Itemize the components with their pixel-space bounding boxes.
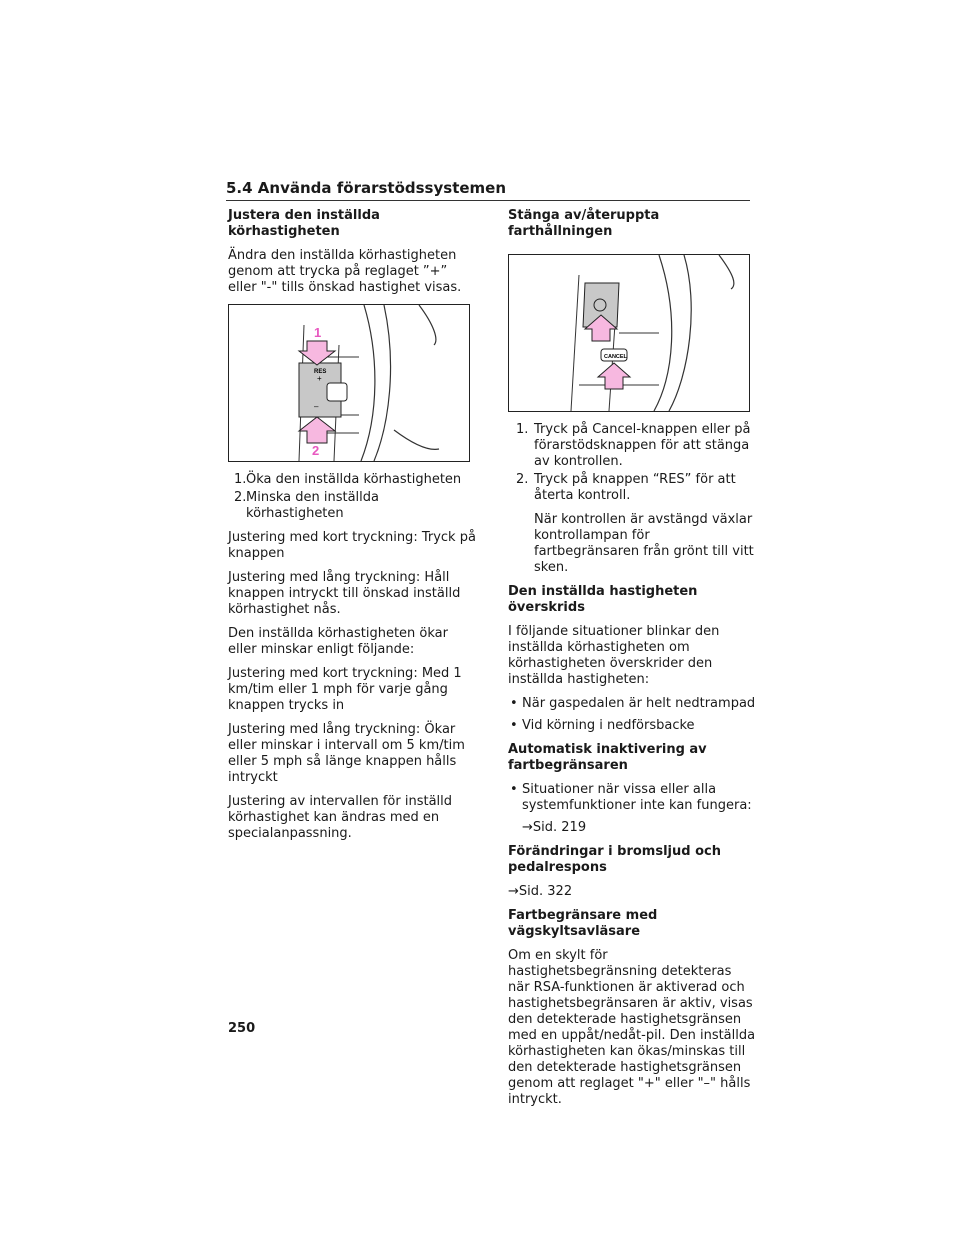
list-item: • Vid körning i nedförsbacke (510, 718, 756, 734)
heading-speed-exceeded: Den inställda hastigheten överskrids (508, 584, 698, 615)
paragraph: Justering med kort tryckning: Med 1 km/tim eller 1 mph för varje gång knappen trycks in (228, 666, 462, 713)
right-column (508, 208, 756, 1116)
heading-rsa: Fartbegränsare med vägskyltsavläsare (508, 908, 658, 939)
paragraph-intro: Ändra den inställda körhastigheten genom att trycka på reglaget ”+” eller "-" tills önskad hastighet visas. (228, 248, 462, 295)
callout-1: 1 (314, 325, 322, 340)
cancel-label: CANCEL (604, 354, 627, 360)
step-note: När kontrollen är avstängd växlar kontrollampan för fartbegränsaren från grönt till vitt sken. (534, 512, 754, 575)
paragraph: Justering av intervallen för inställd körhastighet kan ändras med en specialanpassning. (228, 794, 453, 841)
minus-label: – (314, 402, 319, 411)
section-header: 5.4 Använda förarstödssystemen (226, 179, 750, 201)
paragraph: Den inställda körhastigheten ökar eller minskar enligt följande: (228, 626, 448, 657)
arrow-up-icon (299, 417, 335, 443)
callout-2: 2 (312, 443, 320, 458)
steps-list (508, 422, 756, 504)
paragraph: Justering med lång tryckning: Ökar eller minskar i intervall om 5 km/tim eller 5 mph så länge knappen hålls intryckt (228, 722, 465, 785)
cancel-switch-illustration (508, 254, 750, 412)
list-item: 1. Öka den inställda körhastigheten (234, 472, 462, 487)
list-item: • Situationer när vissa eller alla systemfunktioner inte kan fungera: (510, 782, 756, 814)
bullet-list (508, 782, 756, 814)
arrow-down-icon (299, 341, 335, 365)
left-column (228, 208, 476, 850)
bullet-list (508, 696, 756, 734)
list-item: 1. Tryck på Cancel-knappen eller på förarstödsknappen för att stänga av kontrollen. (516, 422, 751, 469)
heading-cancel-resume: Stänga av/återuppta farthållningen (508, 208, 660, 239)
paragraph: I följande situationer blinkar den inställda körhastigheten om körhastigheten överskrider den inställda hastigheten: (508, 624, 720, 687)
heading-adjust-speed: Justera den inställda körhastigheten (228, 208, 380, 239)
figure-caption-list (228, 472, 476, 522)
list-item: 2. Tryck på knappen “RES” för att återta kontroll. (516, 472, 736, 503)
plus-label: + (317, 374, 322, 383)
paragraph: Justering med kort tryckning: Tryck på knappen (228, 530, 476, 561)
res-label: RES (314, 369, 327, 375)
page-reference-link[interactable]: →Sid. 322 (508, 884, 573, 899)
paragraph: Om en skylt för hastighetsbegränsning detekteras när RSA-funktionen är aktiverad och hastighetsbegränsaren är aktiv, visas den detekterade hastighetsgränsen med en uppåt/nedåt-pil. Den inställda körhastigheten kan ökas/minskas till den detekterade hastighetsgränsen genom att reglaget "+" eller "–" hålls intryckt. (508, 948, 756, 1107)
list-item: • När gaspedalen är helt nedtrampad (510, 696, 756, 712)
heading-brake-changes: Förändringar i bromsljud och pedalrespons (508, 844, 721, 875)
heading-auto-deactivation: Automatisk inaktivering av fartbegränsaren (508, 742, 707, 773)
page-number: 250 (228, 1021, 256, 1036)
paragraph: Justering med lång tryckning: Håll knappen intryckt till önskad inställd körhastighet nås. (228, 570, 461, 617)
steering-switch-illustration (228, 304, 470, 462)
list-item: 2. Minska den inställda körhastigheten (234, 490, 379, 521)
page-reference-link[interactable]: →Sid. 219 (522, 820, 587, 835)
